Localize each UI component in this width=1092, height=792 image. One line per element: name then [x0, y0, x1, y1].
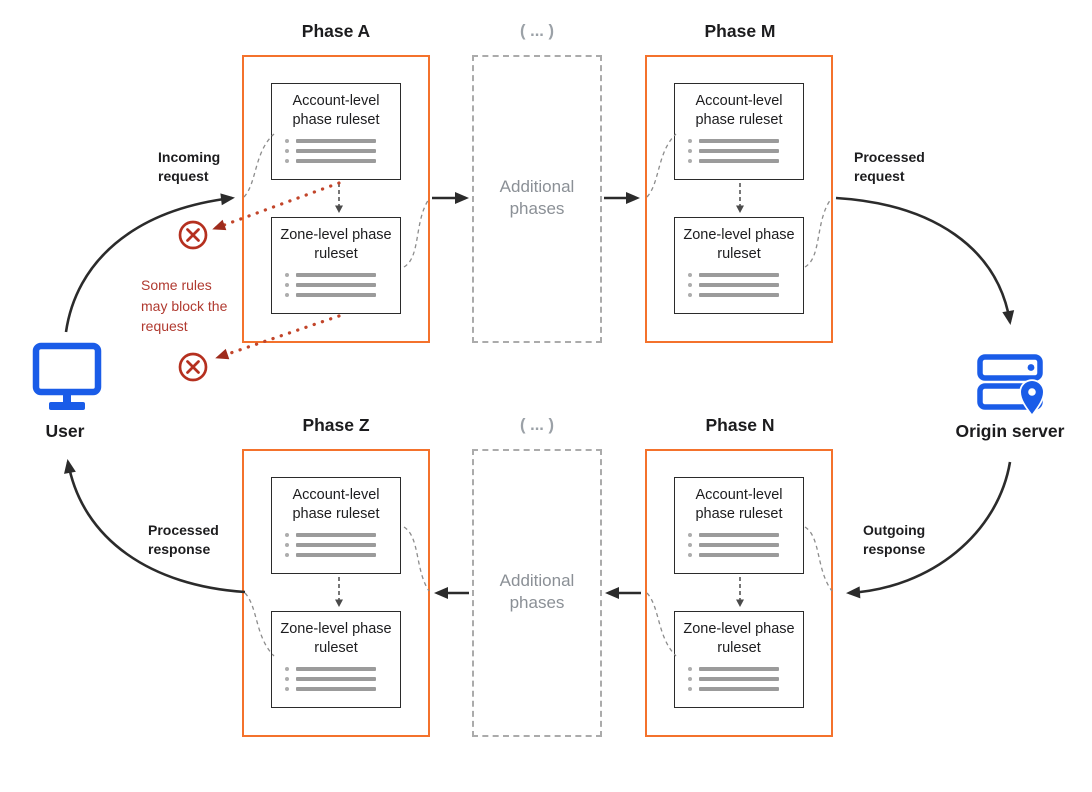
user-monitor-icon: [36, 346, 98, 410]
blocked-request-icon-top: [180, 222, 206, 248]
origin-server-label: Origin server: [955, 421, 1065, 441]
ruleset-lines-icon: [675, 664, 803, 694]
zone-ruleset-label: Zone-level phase ruleset: [683, 227, 795, 262]
phase-a-account-ruleset-box: [271, 83, 401, 180]
phase-z-box: [242, 449, 430, 737]
additional-phases-header-bottom: ( ... ): [520, 416, 554, 434]
ruleset-line: [285, 146, 400, 156]
ruleset-line: [688, 674, 803, 684]
ruleset-line: [688, 530, 803, 540]
processed-request-label: Processed request: [854, 149, 925, 184]
ruleset-lines-icon: [675, 136, 803, 166]
ruleset-lines-icon: [272, 530, 400, 560]
ruleset-lines-icon: [272, 664, 400, 694]
ruleset-line: [688, 664, 803, 674]
ruleset-line: [285, 684, 400, 694]
user-label: User: [45, 421, 85, 441]
incoming-request-label: Incoming request: [158, 149, 221, 184]
account-ruleset-label: Account-level phase ruleset: [292, 93, 380, 128]
zone-ruleset-label: Zone-level phase ruleset: [683, 621, 795, 656]
additional-phases-label-bottom: Additional phases: [499, 571, 575, 612]
zone-ruleset-label: Zone-level phase ruleset: [280, 227, 392, 262]
ruleset-line: [285, 540, 400, 550]
phase-n-zone-ruleset-box: [674, 611, 804, 708]
ruleset-line: [285, 550, 400, 560]
ruleset-line: [285, 156, 400, 166]
block-warning-text: Some rules may block the request: [141, 277, 228, 334]
ruleset-line: [688, 540, 803, 550]
additional-phases-label-top: Additional phases: [499, 177, 575, 218]
phase-a-box: [242, 55, 430, 343]
phase-n-title: Phase N: [705, 415, 775, 435]
phase-n-box: [645, 449, 833, 737]
zone-ruleset-label: Zone-level phase ruleset: [280, 621, 392, 656]
phase-m-box: [645, 55, 833, 343]
ruleset-line: [688, 684, 803, 694]
phase-a-title: Phase A: [301, 21, 371, 41]
ruleset-line: [688, 156, 803, 166]
phase-m-title: Phase M: [704, 21, 776, 41]
ruleset-lines-icon: [675, 270, 803, 300]
processed-response-label: Processed response: [148, 522, 219, 557]
ruleset-line: [285, 674, 400, 684]
phase-m-zone-ruleset-box: [674, 217, 804, 314]
ruleset-line: [285, 290, 400, 300]
account-ruleset-label: Account-level phase ruleset: [292, 487, 380, 522]
account-ruleset-label: Account-level phase ruleset: [695, 93, 783, 128]
phase-n-account-ruleset-box: [674, 477, 804, 574]
phase-z-title: Phase Z: [302, 415, 370, 435]
ruleset-line: [688, 290, 803, 300]
ruleset-lines-icon: [675, 530, 803, 560]
ruleset-line: [285, 664, 400, 674]
ruleset-line: [688, 146, 803, 156]
additional-phases-header-top: ( ... ): [520, 22, 554, 40]
ruleset-lines-icon: [272, 270, 400, 300]
ruleset-line: [688, 280, 803, 290]
account-ruleset-label: Account-level phase ruleset: [695, 487, 783, 522]
ruleset-line: [285, 270, 400, 280]
origin-server-icon: [980, 357, 1043, 414]
ruleset-line: [285, 530, 400, 540]
outgoing-response-label: Outgoing response: [863, 522, 926, 557]
processed-request-arrow: [836, 198, 1010, 322]
ruleset-line: [688, 550, 803, 560]
ruleset-line: [688, 136, 803, 146]
phase-m-account-ruleset-box: [674, 83, 804, 180]
ruleset-line: [285, 136, 400, 146]
phase-z-zone-ruleset-box: [271, 611, 401, 708]
phase-a-zone-ruleset-box: [271, 217, 401, 314]
ruleset-line: [688, 270, 803, 280]
ruleset-line: [285, 280, 400, 290]
phase-z-account-ruleset-box: [271, 477, 401, 574]
ruleset-lines-icon: [272, 136, 400, 166]
blocked-request-icon-bottom: [180, 354, 206, 380]
